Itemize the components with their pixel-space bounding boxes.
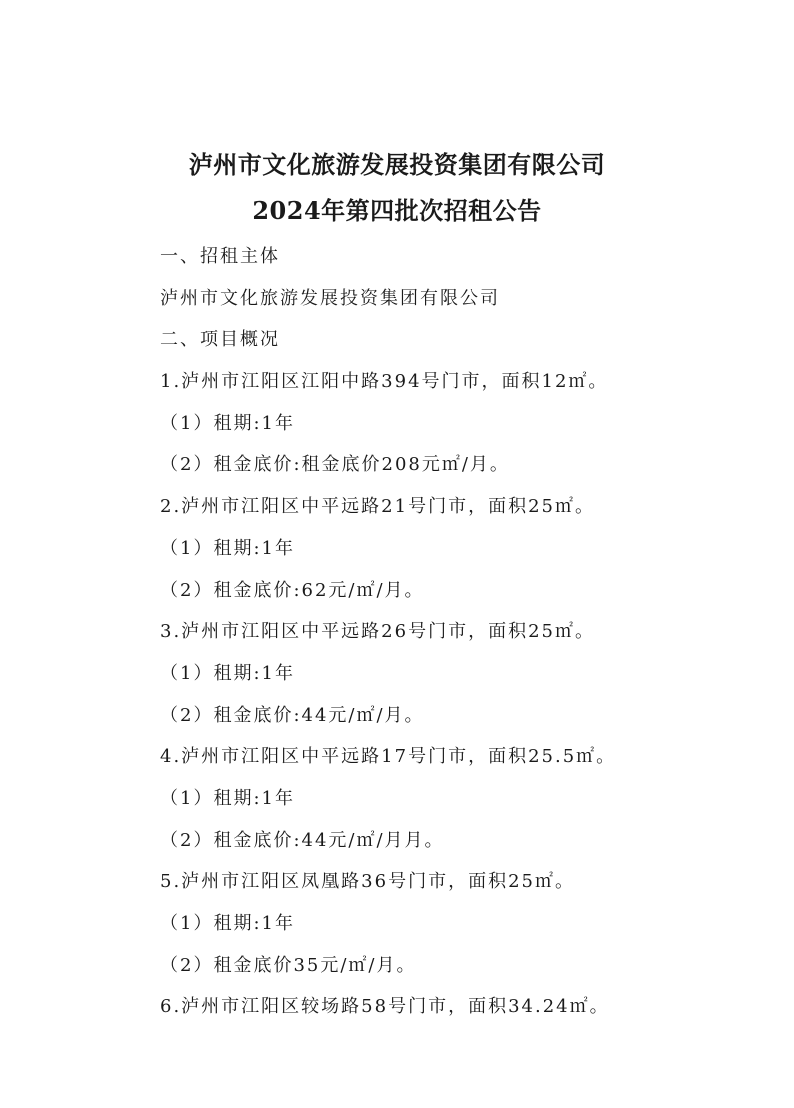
item-1-term: （1）租期:1年: [160, 412, 295, 434]
item-5-price: （2）租金底价35元/㎡/月。: [160, 954, 417, 976]
section-heading-overview: 二、项目概况: [160, 329, 280, 351]
item-5-location: 5.泸州市江阳区凤凰路36号门市，面积25㎡。: [160, 871, 575, 893]
item-4-price: （2）租金底价:44元/㎡/月月。: [160, 829, 445, 851]
document-title-line2: 2024年第四批次招租公告: [252, 196, 542, 225]
section-heading-subject: 一、招租主体: [160, 246, 280, 267]
item-3-location: 3.泸州市江阳区中平远路26号门市，面积25㎡。: [160, 621, 595, 643]
document-body: [160, 236, 760, 1028]
item-6-location: 6.泸州市江阳区较场路58号门市，面积34.24㎡。: [160, 996, 610, 1018]
item-3-price: （2）租金底价:44元/㎡/月。: [160, 704, 425, 726]
document-title-line1: 泸州市文化旅游发展投资集团有限公司: [188, 150, 606, 179]
item-5-term: （1）租期:1年: [160, 913, 295, 934]
item-1-price: （2）租金底价:租金底价208元㎡/月。: [160, 454, 510, 476]
item-1-location: 1.泸州市江阳区江阳中路394号门市，面积12㎡。: [160, 371, 609, 393]
item-4-term: （1）租期:1年: [160, 787, 295, 809]
item-3-term: （1）租期:1年: [160, 662, 295, 684]
item-2-term: （1）租期:1年: [160, 537, 295, 559]
subject-company: 泸州市文化旅游发展投资集团有限公司: [160, 287, 500, 309]
item-2-price: （2）租金底价:62元/㎡/月。: [160, 579, 425, 601]
item-4-location: 4.泸州市江阳区中平远路17号门市，面积25.5㎡。: [160, 746, 617, 768]
item-2-location: 2.泸州市江阳区中平远路21号门市，面积25㎡。: [160, 496, 595, 518]
